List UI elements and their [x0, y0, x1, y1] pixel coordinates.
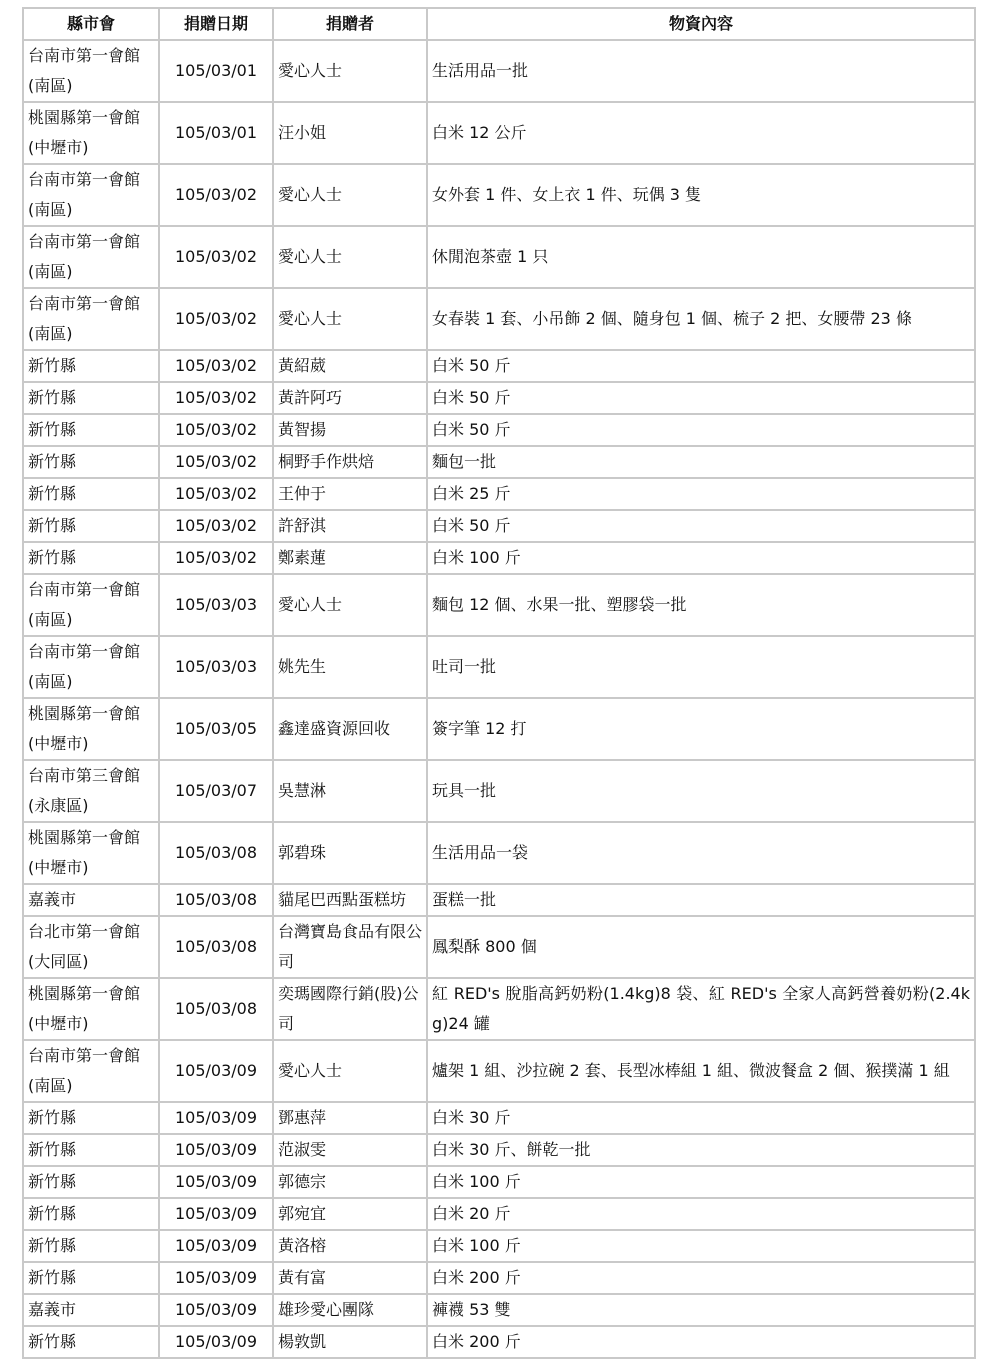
date-cell: 105/03/09: [159, 1102, 273, 1134]
county-cell: 桃園縣第一會館 (中壢市): [23, 978, 159, 1040]
date-cell: 105/03/03: [159, 574, 273, 636]
table-row: [23, 1102, 975, 1134]
table-row: [23, 1198, 975, 1230]
items-cell: 休閒泡茶壺 1 只: [427, 226, 975, 288]
county-cell: 台南市第三會館 (永康區): [23, 760, 159, 822]
items-cell: 白米 100 斤: [427, 1166, 975, 1198]
donor-cell: 黃洛榕: [273, 1230, 427, 1262]
date-cell: 105/03/02: [159, 446, 273, 478]
county-cell: 新竹縣: [23, 1262, 159, 1294]
header-county: 縣市會: [23, 8, 159, 40]
table-row: [23, 40, 975, 102]
county-cell: 桃園縣第一會館 (中壢市): [23, 102, 159, 164]
date-cell: 105/03/07: [159, 760, 273, 822]
donor-cell: 愛心人士: [273, 1040, 427, 1102]
donor-cell: 楊敦凱: [273, 1326, 427, 1358]
donor-cell: 黃智揚: [273, 414, 427, 446]
donor-cell: 愛心人士: [273, 288, 427, 350]
county-cell: 台南市第一會館 (南區): [23, 226, 159, 288]
items-cell: 簽字筆 12 打: [427, 698, 975, 760]
date-cell: 105/03/02: [159, 382, 273, 414]
county-cell: 新竹縣: [23, 446, 159, 478]
donor-cell: 鄭素蓮: [273, 542, 427, 574]
table-row: [23, 1326, 975, 1358]
county-cell: 嘉義市: [23, 884, 159, 916]
table-row: [23, 542, 975, 574]
county-cell: 台南市第一會館 (南區): [23, 574, 159, 636]
county-cell: 新竹縣: [23, 350, 159, 382]
date-cell: 105/03/09: [159, 1230, 273, 1262]
items-cell: 女春裝 1 套、小吊飾 2 個、隨身包 1 個、梳子 2 把、女腰帶 23 條: [427, 288, 975, 350]
table-row: [23, 102, 975, 164]
donor-cell: 鑫達盛資源回收: [273, 698, 427, 760]
table-row: [23, 226, 975, 288]
county-cell: 桃園縣第一會館 (中壢市): [23, 698, 159, 760]
donation-table: [22, 7, 976, 1359]
donor-cell: 王仲于: [273, 478, 427, 510]
date-cell: 105/03/05: [159, 698, 273, 760]
donor-cell: 鄧惠萍: [273, 1102, 427, 1134]
table-row: [23, 164, 975, 226]
items-cell: 生活用品一批: [427, 40, 975, 102]
date-cell: 105/03/08: [159, 978, 273, 1040]
table-row: [23, 1230, 975, 1262]
donor-cell: 愛心人士: [273, 226, 427, 288]
date-cell: 105/03/01: [159, 40, 273, 102]
table-row: [23, 1040, 975, 1102]
donor-cell: 桐野手作烘焙: [273, 446, 427, 478]
items-cell: 麵包一批: [427, 446, 975, 478]
donor-cell: 台灣寶島食品有限公司: [273, 916, 427, 978]
table-row: [23, 884, 975, 916]
county-cell: 嘉義市: [23, 1294, 159, 1326]
donor-cell: 汪小姐: [273, 102, 427, 164]
items-cell: 白米 100 斤: [427, 542, 975, 574]
donor-cell: 姚先生: [273, 636, 427, 698]
items-cell: 玩具一批: [427, 760, 975, 822]
county-cell: 台南市第一會館 (南區): [23, 164, 159, 226]
donor-cell: 黃許阿巧: [273, 382, 427, 414]
items-cell: 蛋糕一批: [427, 884, 975, 916]
county-cell: 台南市第一會館 (南區): [23, 1040, 159, 1102]
table-row: [23, 382, 975, 414]
items-cell: 褲襪 53 雙: [427, 1294, 975, 1326]
county-cell: 新竹縣: [23, 382, 159, 414]
items-cell: 白米 200 斤: [427, 1262, 975, 1294]
items-cell: 白米 50 斤: [427, 350, 975, 382]
date-cell: 105/03/08: [159, 916, 273, 978]
table-row: [23, 1262, 975, 1294]
table-row: [23, 1134, 975, 1166]
table-row: [23, 760, 975, 822]
table-row: [23, 916, 975, 978]
donor-cell: 愛心人士: [273, 574, 427, 636]
county-cell: 台南市第一會館 (南區): [23, 288, 159, 350]
table-row: [23, 698, 975, 760]
items-cell: 生活用品一袋: [427, 822, 975, 884]
donor-cell: 許舒淇: [273, 510, 427, 542]
date-cell: 105/03/09: [159, 1040, 273, 1102]
county-cell: 新竹縣: [23, 1326, 159, 1358]
table-row: [23, 1166, 975, 1198]
date-cell: 105/03/02: [159, 350, 273, 382]
county-cell: 新竹縣: [23, 1198, 159, 1230]
donor-cell: 愛心人士: [273, 40, 427, 102]
donor-cell: 郭宛宜: [273, 1198, 427, 1230]
table-row: [23, 1294, 975, 1326]
items-cell: 吐司一批: [427, 636, 975, 698]
county-cell: 台南市第一會館 (南區): [23, 636, 159, 698]
items-cell: 白米 50 斤: [427, 382, 975, 414]
header-donor: 捐贈者: [273, 8, 427, 40]
date-cell: 105/03/02: [159, 226, 273, 288]
table-row: [23, 446, 975, 478]
header-date: 捐贈日期: [159, 8, 273, 40]
county-cell: 新竹縣: [23, 1230, 159, 1262]
county-cell: 台南市第一會館 (南區): [23, 40, 159, 102]
county-cell: 新竹縣: [23, 542, 159, 574]
date-cell: 105/03/03: [159, 636, 273, 698]
items-cell: 白米 25 斤: [427, 478, 975, 510]
donor-cell: 郭碧珠: [273, 822, 427, 884]
items-cell: 爐架 1 組、沙拉碗 2 套、長型冰棒組 1 組、微波餐盒 2 個、猴撲滿 1 組: [427, 1040, 975, 1102]
county-cell: 新竹縣: [23, 478, 159, 510]
county-cell: 新竹縣: [23, 414, 159, 446]
donor-cell: 愛心人士: [273, 164, 427, 226]
table-row: [23, 822, 975, 884]
header-items: 物資內容: [427, 8, 975, 40]
date-cell: 105/03/09: [159, 1262, 273, 1294]
date-cell: 105/03/02: [159, 510, 273, 542]
items-cell: 白米 200 斤: [427, 1326, 975, 1358]
county-cell: 新竹縣: [23, 1166, 159, 1198]
items-cell: 白米 30 斤、餅乾一批: [427, 1134, 975, 1166]
date-cell: 105/03/08: [159, 822, 273, 884]
donor-cell: 吳慧淋: [273, 760, 427, 822]
date-cell: 105/03/02: [159, 414, 273, 446]
table-row: [23, 978, 975, 1040]
date-cell: 105/03/09: [159, 1166, 273, 1198]
date-cell: 105/03/08: [159, 884, 273, 916]
donor-cell: 范淑雯: [273, 1134, 427, 1166]
donor-cell: 奕瑪國際行銷(股)公司: [273, 978, 427, 1040]
county-cell: 桃園縣第一會館 (中壢市): [23, 822, 159, 884]
items-cell: 白米 50 斤: [427, 510, 975, 542]
table-row: [23, 636, 975, 698]
date-cell: 105/03/09: [159, 1134, 273, 1166]
table-row: [23, 510, 975, 542]
date-cell: 105/03/01: [159, 102, 273, 164]
date-cell: 105/03/09: [159, 1326, 273, 1358]
donor-cell: 郭德宗: [273, 1166, 427, 1198]
donor-cell: 黃有富: [273, 1262, 427, 1294]
county-cell: 台北市第一會館 (大同區): [23, 916, 159, 978]
county-cell: 新竹縣: [23, 1102, 159, 1134]
items-cell: 紅 RED's 脫脂高鈣奶粉(1.4kg)8 袋、紅 RED's 全家人高鈣營養奶粉(2.4kg)24 罐: [427, 978, 975, 1040]
date-cell: 105/03/02: [159, 288, 273, 350]
date-cell: 105/03/02: [159, 542, 273, 574]
table-row: [23, 478, 975, 510]
county-cell: 新竹縣: [23, 510, 159, 542]
date-cell: 105/03/02: [159, 164, 273, 226]
items-cell: 鳳梨酥 800 個: [427, 916, 975, 978]
items-cell: 白米 20 斤: [427, 1198, 975, 1230]
table-body: [23, 40, 975, 1358]
date-cell: 105/03/02: [159, 478, 273, 510]
donor-cell: 黃紹葳: [273, 350, 427, 382]
table-row: [23, 288, 975, 350]
items-cell: 麵包 12 個、水果一批、塑膠袋一批: [427, 574, 975, 636]
county-cell: 新竹縣: [23, 1134, 159, 1166]
donor-cell: 貓尾巴西點蛋糕坊: [273, 884, 427, 916]
table-row: [23, 574, 975, 636]
items-cell: 白米 100 斤: [427, 1230, 975, 1262]
table-header-row: [23, 8, 975, 40]
items-cell: 白米 12 公斤: [427, 102, 975, 164]
items-cell: 女外套 1 件、女上衣 1 件、玩偶 3 隻: [427, 164, 975, 226]
table-row: [23, 414, 975, 446]
date-cell: 105/03/09: [159, 1198, 273, 1230]
table-row: [23, 350, 975, 382]
date-cell: 105/03/09: [159, 1294, 273, 1326]
donor-cell: 雄珍愛心團隊: [273, 1294, 427, 1326]
items-cell: 白米 30 斤: [427, 1102, 975, 1134]
items-cell: 白米 50 斤: [427, 414, 975, 446]
